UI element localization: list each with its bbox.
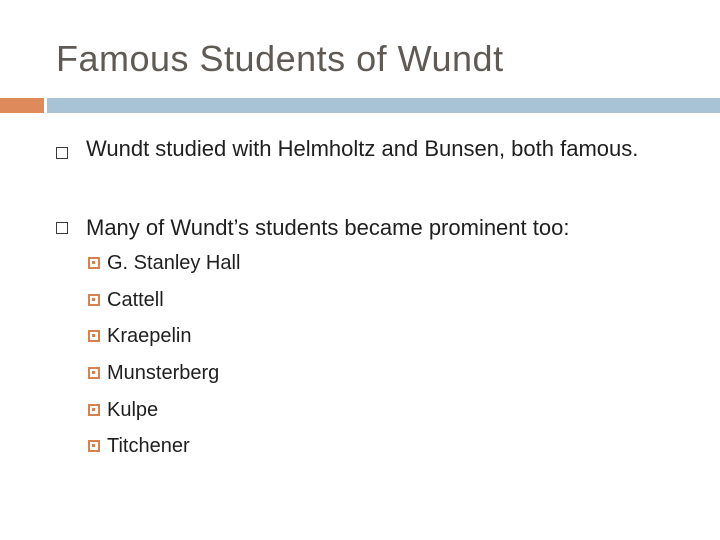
sub-bullet-item: Kraepelin — [107, 325, 192, 347]
orange-square-bullet-icon — [88, 330, 100, 342]
sub-bullet-item: G. Stanley Hall — [107, 252, 241, 274]
sub-bullet-item: Kulpe — [107, 399, 159, 421]
slide-title: Famous Students of Wundt — [56, 38, 504, 79]
bullet-item: Many of Wundt’s students became prominent too: — [86, 215, 570, 240]
hollow-square-bullet-icon — [56, 222, 68, 234]
bullet-item: Wundt studied with Helmholtz and Bunsen, both famous. — [86, 136, 639, 161]
sub-bullet-item: Munsterberg — [107, 362, 220, 384]
orange-square-bullet-icon — [88, 367, 100, 379]
sub-bullet-item: Cattell — [107, 289, 164, 311]
orange-square-bullet-icon — [88, 404, 100, 416]
title-accent-bar-orange — [0, 98, 44, 113]
orange-square-bullet-icon — [88, 440, 100, 452]
orange-square-bullet-icon — [88, 257, 100, 269]
sub-bullet-item: Titchener — [107, 435, 190, 457]
orange-square-bullet-icon — [88, 294, 100, 306]
title-accent-bar-blue — [47, 98, 720, 113]
hollow-square-bullet-icon — [56, 147, 68, 159]
